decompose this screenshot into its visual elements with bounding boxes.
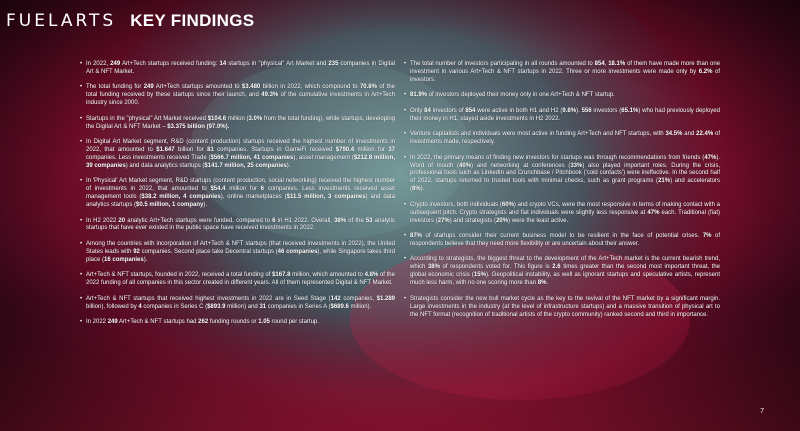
bullet-marker: •	[80, 240, 83, 247]
bullet-marker: •	[404, 154, 407, 161]
finding-item	[80, 84, 395, 108]
finding-item	[80, 218, 395, 234]
left-column	[80, 61, 395, 335]
finding-item	[404, 61, 720, 85]
bullet-marker: •	[80, 115, 83, 122]
finding-text: In 2022 249 Art+Tech & NFT startups had 262 funding rounds or 1.05 round per startup.	[86, 319, 319, 326]
finding-text: Strategists consider the new bull market cycle as the key to the revival of the NFT market by a significant margin. Large investments in the industry (at the level of infrastructure startups) and a massive transition of physical art to the NFT format (recognition of traditional artists of the crypto community) ranked second and third in importance.	[410, 295, 720, 318]
header	[6, 6, 254, 36]
finding-text: According to strategists, the biggest threat to the development of the Art+Tech market is the current bearish trend, which 38% of respondents voted for. This figure is 2.6 times greater than the second most important threat, the global economic crisis (15%). Geopolitical instability, as well as ignorant startups and speculative artists, represent much less harm, with no one scoring more than 8%.	[410, 256, 720, 287]
bullet-marker: •	[404, 256, 407, 263]
bullet-marker: •	[80, 272, 83, 279]
finding-item	[80, 319, 395, 327]
finding-text: Venture capitalists and individuals were most active in funding Art+Tech and NFT startups, with 34.5% and 22.4% of investments made, respectively.	[410, 131, 720, 146]
brand-logo: FUELARTS	[6, 11, 117, 31]
bullet-marker: •	[80, 139, 83, 146]
finding-text: Startups in the "physical" Art Market received $104.6 million (3.0% from the total funding), while startups, developing the Digital Art & NFT Market – $3.375 billion (97.0%).	[86, 115, 395, 130]
finding-text: The total funding for 249 Art+Tech startups amounted to $3.480 billion in 2022, which compound to 70.8% of the total funding received by these startups since their launch, and 49.3% of the cumulative investments in Art+Tech industry since 2000.	[86, 84, 395, 107]
finding-text: In 2022, 249 Art+Tech startups received funding: 14 startups in "physical" Art Market and 235 companies in Digital Art & NFT Market.	[86, 61, 396, 75]
finding-text: Crypto investors, both individuals (60%) and crypto VCs, were the most responsive in terms of making contact with a subsequent pitch. Crypto strategists and fiat individuals were slightly less responsive at 47% each. Traditional (fiat) investors (27%) and strategists (20%) were the least active.	[410, 201, 720, 224]
finding-text: The total number of investors participating in all rounds amounted to 854, 18.1% of them have made more than one investment in various Art+Tech & NFT startups in 2022. Three or more investments were made only by 6.2% of investors.	[410, 61, 721, 83]
finding-text: In Digital Art Market segment, R&D (content production) startups received the highest number of investments in 2022, that amounted to $1.647 billion for 81 companies. Startups in GameFi received $790.4 million for 37 companies. Less investments received Trade ($566.7 million, 41 companies), asset management ($212.8 million, 39 companies) and data analytics startups ($141.7 million, 25 companies).	[86, 139, 395, 169]
bullet-marker: •	[80, 61, 83, 67]
bullet-marker: •	[80, 217, 83, 224]
finding-item	[404, 155, 720, 195]
finding-item	[80, 61, 395, 77]
bullet-marker: •	[80, 178, 83, 185]
finding-text: 87% of startups consider their current business model to be resilient in the face of potential crises. 7% of respondents believe that they need more flexibility or are uncertain about their answer.	[410, 233, 720, 247]
finding-item	[404, 296, 720, 320]
finding-item	[404, 202, 720, 226]
bullet-marker: •	[404, 295, 407, 302]
finding-item	[80, 178, 395, 210]
bullet-marker: •	[404, 61, 407, 67]
right-column	[404, 61, 720, 327]
finding-text: Art+Tech & NFT startups, founded in 2022, received a total funding of $167.8 million, which amounted to 4.8% of the 2022 funding of all companies in this sector created in different years. All of them represented Digital & NFT Market.	[86, 272, 395, 287]
finding-text: 81.9% of investors deployed their money only in one Art+Tech & NFT startup.	[410, 92, 615, 99]
finding-item	[80, 116, 395, 132]
finding-item	[404, 108, 720, 124]
finding-item	[80, 241, 395, 265]
finding-text: Among the countries with incorporation of Art+Tech & NFT startups (that received investments in 2022), the United States leads with 92 companies. Second place take Decentral startups (46 companies), while Singapore takes third place (16 companies).	[86, 240, 396, 263]
finding-text: In H2 2022 20 analytic Art+Tech startups were funded, compared to 6 in H1 2022. Overall, 38% of the 53 analytic startups that have ever existed in the public space have received investments in 2022.	[86, 217, 395, 232]
finding-item	[404, 92, 720, 100]
finding-item	[80, 139, 395, 171]
bullet-marker: •	[404, 201, 407, 208]
bullet-marker: •	[80, 84, 83, 91]
finding-item	[80, 296, 395, 312]
bullet-marker: •	[80, 295, 83, 302]
page-title: KEY FINDINGS	[130, 11, 255, 30]
finding-text: In 2022, the primary means of finding new investors for startups was through recommendations from friends (47%). Word of mouth (40%) and networking at conferences (33%) also played important roles. During the crisis, professional tools such as LinkedIn and Crunchbase / Pitchbook ('cold contacts') were ineffective. In the second half of 2022, startups returned to trusted tools with minimal checks, such as grant programs (21%) and accelerators (8%).	[410, 154, 720, 193]
finding-item	[80, 272, 395, 288]
finding-text: Only 84 investors of 854 were active in both H1 and H2 (9.8%). 556 investors (65.1%) who had previously deployed their money in H1, stayed aside investments in H2 2022.	[410, 107, 720, 122]
bullet-marker: •	[404, 233, 407, 240]
page-number: 7	[760, 408, 764, 415]
bullet-marker: •	[80, 319, 83, 326]
finding-text: Art+Tech & NFT startups that received highest investments in 2022 are in Seed Stage (142 companies, $1.289 billion), followed by 4 companies in Series C ($893.9 million) and 31 companies in Series A ($689.6 million).	[86, 295, 395, 310]
finding-item	[404, 233, 720, 249]
finding-item	[404, 131, 720, 147]
bullet-marker: •	[404, 92, 407, 99]
bullet-marker: •	[404, 107, 407, 114]
finding-item	[404, 256, 720, 288]
finding-text: In 'Physical' Art Market segment, R&D startups (content production, social networking) received the highest number of investments in 2022, that amounted to $54.4 million for 6 companies. Less investments received asset management tools ($38.2 million, 4 companies), online marketplaces ($11.5 million, 3 companies) and data analytics startups ($0.5 million, 1 company).	[86, 178, 395, 209]
bullet-marker: •	[404, 131, 407, 138]
